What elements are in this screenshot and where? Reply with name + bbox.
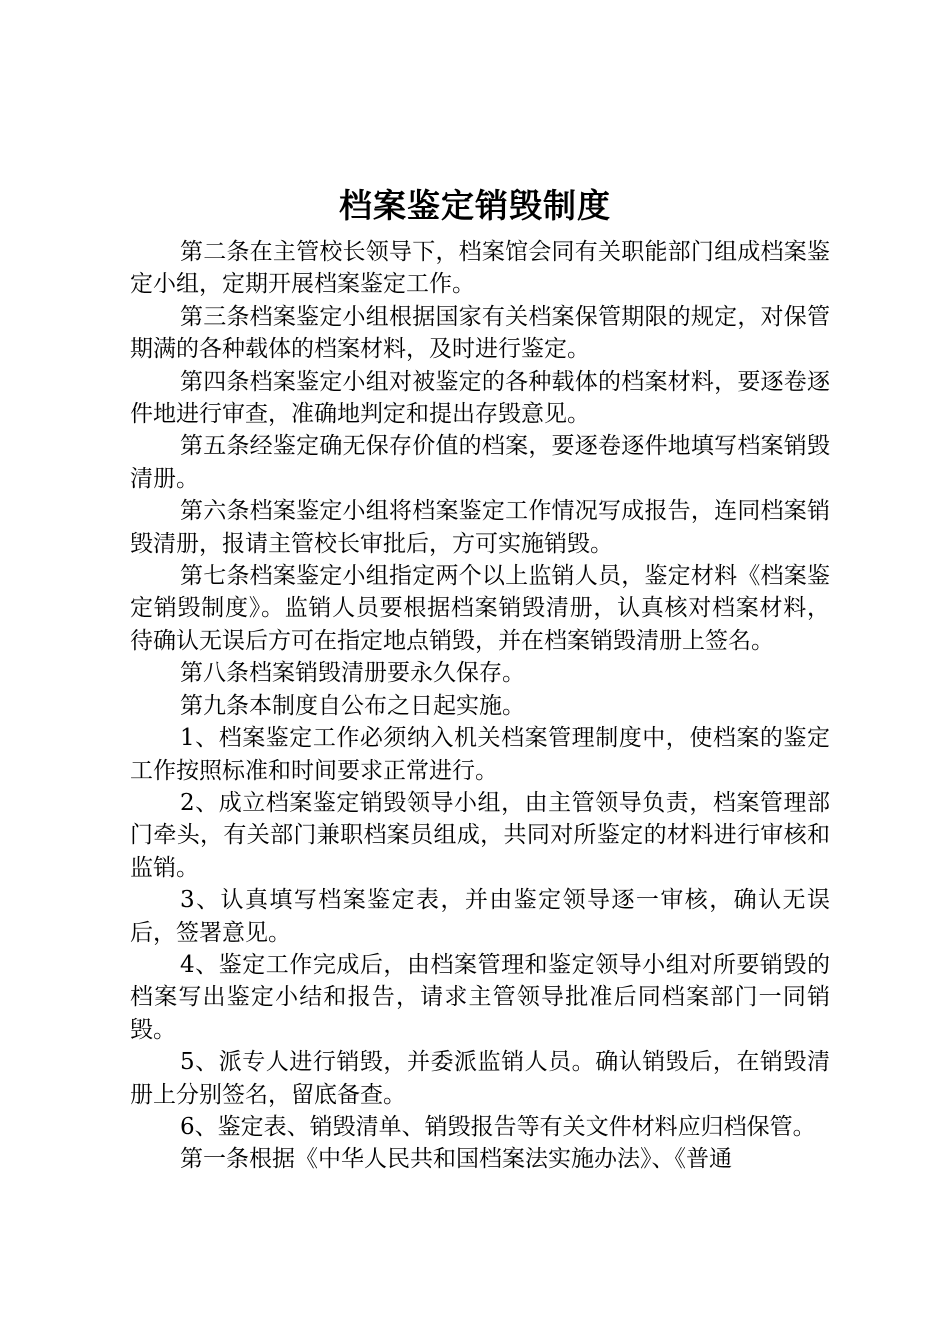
paragraph: 5、派专人进行销毁，并委派监销人员。确认销毁后，在销毁清册上分别签名，留底备查。 bbox=[130, 1049, 830, 1108]
paragraph: 6、鉴定表、销毁清单、销毁报告等有关文件材料应归档保管。 bbox=[180, 1113, 816, 1140]
document-title: 档案鉴定销毁制度 bbox=[339, 186, 611, 225]
paragraph: 第三条档案鉴定小组根据国家有关档案保管期限的规定，对保管期满的各种载体的档案材料，及时进行鉴定。 bbox=[130, 303, 830, 363]
paragraph: 1、档案鉴定工作必须纳入机关档案管理制度中，使档案的鉴定工作按照标准和时间要求正常进行。 bbox=[130, 725, 830, 784]
paragraph: 第九条本制度自公布之日起实施。 bbox=[180, 692, 525, 719]
paragraph: 4、鉴定工作完成后，由档案管理和鉴定领导小组对所要销毁的档案写出鉴定小结和报告，请求主管领导批准后同档案部门一同销毁。 bbox=[130, 951, 830, 1043]
paragraph: 2、成立档案鉴定销毁领导小组，由主管领导负责，档案管理部门牵头，有关部门兼职档案员组成，共同对所鉴定的材料进行审核和监销。 bbox=[130, 789, 830, 881]
paragraph: 第八条档案销毁清册要永久保存。 bbox=[180, 660, 525, 687]
document-body bbox=[130, 236, 830, 1176]
paragraph: 第六条档案鉴定小组将档案鉴定工作情况写成报告，连同档案销毁清册，报请主管校长审批后，方可实施销毁。 bbox=[130, 498, 830, 557]
paragraph: 3、认真填写档案鉴定表，并由鉴定领导逐一审核，确认无误后，签署意见。 bbox=[130, 887, 830, 946]
paragraph: 第一条根据《中华人民共和国档案法实施办法》、《普通 bbox=[180, 1146, 732, 1173]
paragraph: 第五条经鉴定确无保存价值的档案，要逐卷逐件地填写档案销毁清册。 bbox=[130, 433, 830, 492]
paragraph: 第二条在主管校长领导下，档案馆会同有关职能部门组成档案鉴定小组，定期开展档案鉴定工作。 bbox=[130, 239, 830, 298]
paragraph: 第七条档案鉴定小组指定两个以上监销人员，鉴定材料《档案鉴定销毁制度》。监销人员要根据档案销毁清册，认真核对档案材料，待确认无误后方可在指定地点销毁，并在档案销毁清册上签名。 bbox=[130, 563, 830, 654]
paragraph: 第四条档案鉴定小组对被鉴定的各种载体的档案材料，要逐卷逐件地进行审查，准确地判定和提出存毁意见。 bbox=[130, 368, 830, 428]
